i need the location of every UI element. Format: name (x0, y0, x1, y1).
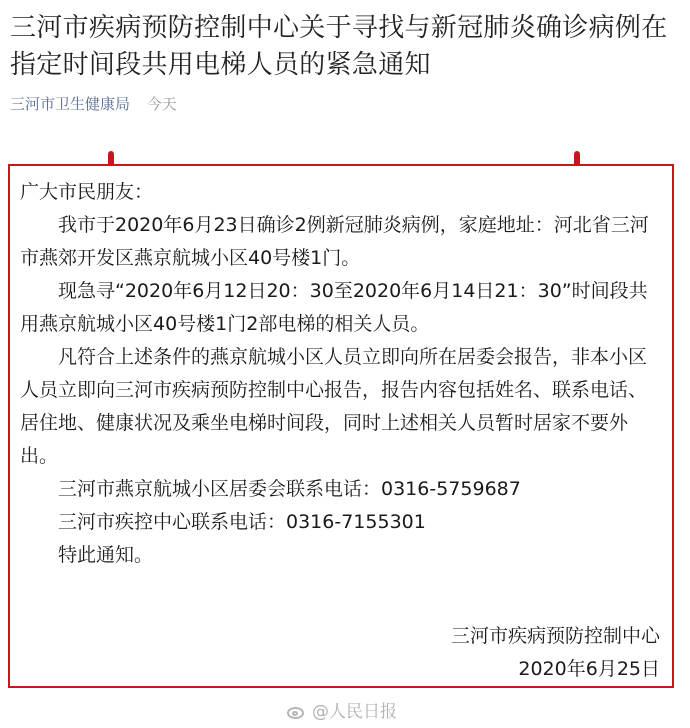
watermark (286, 700, 397, 724)
signature-organization: 三河市疾病预防控制中心 (450, 625, 660, 647)
publish-time: 今天 (146, 95, 177, 113)
notice-greeting: 广大市民朋友： (20, 181, 154, 203)
notice-contact-committee: 三河市燕京航城小区居委会联系电话：0316-5759687 (58, 478, 521, 500)
signature-date: 2020年6月25日 (518, 658, 660, 680)
weibo-icon (286, 704, 308, 720)
notice-paragraph: 现急寻“2020年6月12日20：30至2020年6月14日21：30”时间段共用燕京航城小区40号楼1门2部电梯的相关人员。 (20, 280, 648, 335)
notice-contact-cdc: 三河市疾控中心联系电话：0316-7155301 (58, 511, 426, 533)
watermark-text: @人民日报 (312, 702, 397, 722)
notice-paragraph: 我市于2020年6月23日确诊2例新冠肺炎病例，家庭地址：河北省三河市燕郊开发区燕京航城小区40号楼1门。 (20, 214, 649, 269)
article-title: 三河市疾病预防控制中心关于寻找与新冠肺炎确诊病例在指定时间段共用电梯人员的紧急通知 (10, 13, 668, 80)
notice-body (20, 176, 665, 572)
source-link[interactable]: 三河市卫生健康局 (10, 95, 131, 113)
notice-paragraph: 凡符合上述条件的燕京航城小区人员立即向所在居委会报告，非本小区人员立即向三河市疾病预防控制中心报告，报告内容包括姓名、联系电话、居住地、健康状况及乘坐电梯时间段，同时上述相关人员暂时居家不要外出。 (20, 346, 648, 467)
article-meta (10, 93, 177, 115)
notice-signature (451, 620, 660, 686)
notice-closing: 特此通知。 (58, 544, 154, 566)
